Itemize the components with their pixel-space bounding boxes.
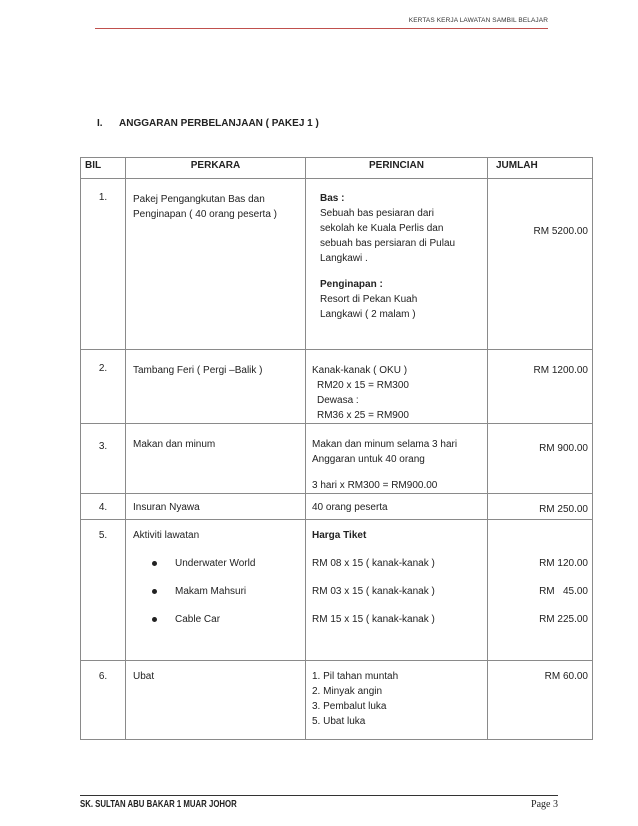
amount-line: RM 225.00: [539, 614, 588, 625]
row-bil: 5.: [81, 520, 126, 661]
perincian-line: Dewasa :: [317, 395, 359, 406]
row-bil: 3.: [81, 424, 126, 494]
perincian-line: 2. Minyak angin: [312, 686, 383, 697]
perincian-line: Langkawi ( 2 malam ): [320, 309, 416, 320]
row-bil: 2.: [81, 350, 126, 424]
row-jumlah: RM 250.00: [488, 494, 593, 520]
header-jumlah: JUMLAH: [488, 158, 593, 179]
header-perkara: PERKARA: [126, 158, 306, 179]
spacer: [133, 599, 299, 612]
spacer: [492, 543, 588, 556]
perkara-line: Pakej Pengangkutan Bas dan: [133, 194, 265, 205]
bullet-icon: [152, 561, 157, 566]
table-row: [81, 520, 593, 661]
table-row: [81, 661, 593, 740]
perincian-line: 5. Ubat luka: [312, 716, 366, 727]
row-perincian: [306, 179, 488, 350]
spacer: [133, 571, 299, 584]
perkara-line: Penginapan ( 40 orang peserta ): [133, 209, 277, 220]
activity-label: Underwater World: [175, 558, 256, 569]
header-perincian: PERINCIAN: [306, 158, 488, 179]
perincian-line: sekolah ke Kuala Perlis dan: [320, 223, 444, 234]
footer-school: SK. SULTAN ABU BAKAR 1 MUAR JOHOR: [80, 799, 237, 810]
spacer: [133, 543, 299, 556]
perincian-line: 1. Pil tahan muntah: [312, 671, 399, 682]
row-perkara: [126, 520, 306, 661]
budget-table: [80, 157, 593, 740]
table-header-row: [81, 158, 593, 179]
row-perincian: [306, 350, 488, 424]
harga-tiket-title: Harga Tiket: [312, 530, 367, 541]
spacer: [312, 599, 481, 612]
perincian-line: Anggaran untuk 40 orang: [312, 454, 425, 465]
amount-line: RM 120.00: [539, 558, 588, 569]
row-perkara: Makan dan minum: [126, 424, 306, 494]
spacer: [492, 571, 588, 584]
running-header: KERTAS KERJA LAWATAN SAMBIL BELAJAR: [408, 17, 548, 24]
section-title: ANGGARAN PERBELANJAAN ( PAKEJ 1 ): [119, 118, 319, 129]
perincian-line: Sebuah bas pesiaran dari: [320, 208, 434, 219]
perincian-line: sebuah bas persiaran di Pulau: [320, 238, 456, 249]
activity-label: Cable Car: [175, 614, 221, 625]
activity-item: [133, 556, 299, 571]
row-perincian: 40 orang peserta: [306, 494, 488, 520]
header-rule: [95, 28, 548, 29]
row-perincian: [306, 520, 488, 661]
spacer: [312, 467, 481, 478]
row-jumlah: [488, 520, 593, 661]
row-bil: 6.: [81, 661, 126, 740]
spacer: [312, 266, 481, 277]
spacer: [492, 599, 588, 612]
page-number: Page 3: [531, 799, 558, 810]
row-perkara: Ubat: [126, 661, 306, 740]
row-jumlah: RM 900.00: [488, 424, 593, 494]
activity-item: [133, 612, 299, 627]
section-number: I.: [97, 118, 103, 129]
spacer: [312, 571, 481, 584]
row-perkara: [126, 179, 306, 350]
row-perkara: Insuran Nyawa: [126, 494, 306, 520]
table-row: [81, 424, 593, 494]
perkara-line: Aktiviti lawatan: [133, 530, 200, 541]
perincian-line: Langkawi .: [320, 253, 368, 264]
table-row: [81, 494, 593, 520]
activity-item: [133, 584, 299, 599]
row-perkara: Tambang Feri ( Pergi –Balik ): [126, 350, 306, 424]
bas-title: Bas :: [320, 193, 345, 204]
perincian-line: Makan dan minum selama 3 hari: [312, 439, 458, 450]
footer-rule: [80, 795, 558, 796]
row-bil: 1.: [81, 179, 126, 350]
table-row: [81, 179, 593, 350]
bullet-icon: [152, 589, 157, 594]
perincian-line: Kanak-kanak ( OKU ): [312, 365, 408, 376]
budget-table-container: [80, 157, 592, 740]
activity-label: Makam Mahsuri: [175, 586, 247, 597]
perincian-line: 3 hari x RM300 = RM900.00: [312, 480, 438, 491]
amount-line: RM 45.00: [539, 586, 588, 597]
row-jumlah: RM 1200.00: [488, 350, 593, 424]
row-jumlah: RM 60.00: [488, 661, 593, 740]
penginapan-title: Penginapan :: [320, 279, 383, 290]
price-line: RM 08 x 15 ( kanak-kanak ): [312, 558, 435, 569]
section-heading: [97, 118, 319, 129]
table-row: [81, 350, 593, 424]
header-bil: BIL: [81, 158, 126, 179]
perincian-line: RM20 x 15 = RM300: [317, 380, 409, 391]
perincian-line: 3. Pembalut luka: [312, 701, 387, 712]
price-line: RM 15 x 15 ( kanak-kanak ): [312, 614, 435, 625]
row-perincian: [306, 424, 488, 494]
perincian-line: RM36 x 25 = RM900: [317, 410, 409, 421]
row-perincian: [306, 661, 488, 740]
row-bil: 4.: [81, 494, 126, 520]
bullet-icon: [152, 617, 157, 622]
price-line: RM 03 x 15 ( kanak-kanak ): [312, 586, 435, 597]
spacer: [312, 543, 481, 556]
perincian-line: Resort di Pekan Kuah: [320, 294, 418, 305]
row-jumlah: RM 5200.00: [488, 179, 593, 350]
